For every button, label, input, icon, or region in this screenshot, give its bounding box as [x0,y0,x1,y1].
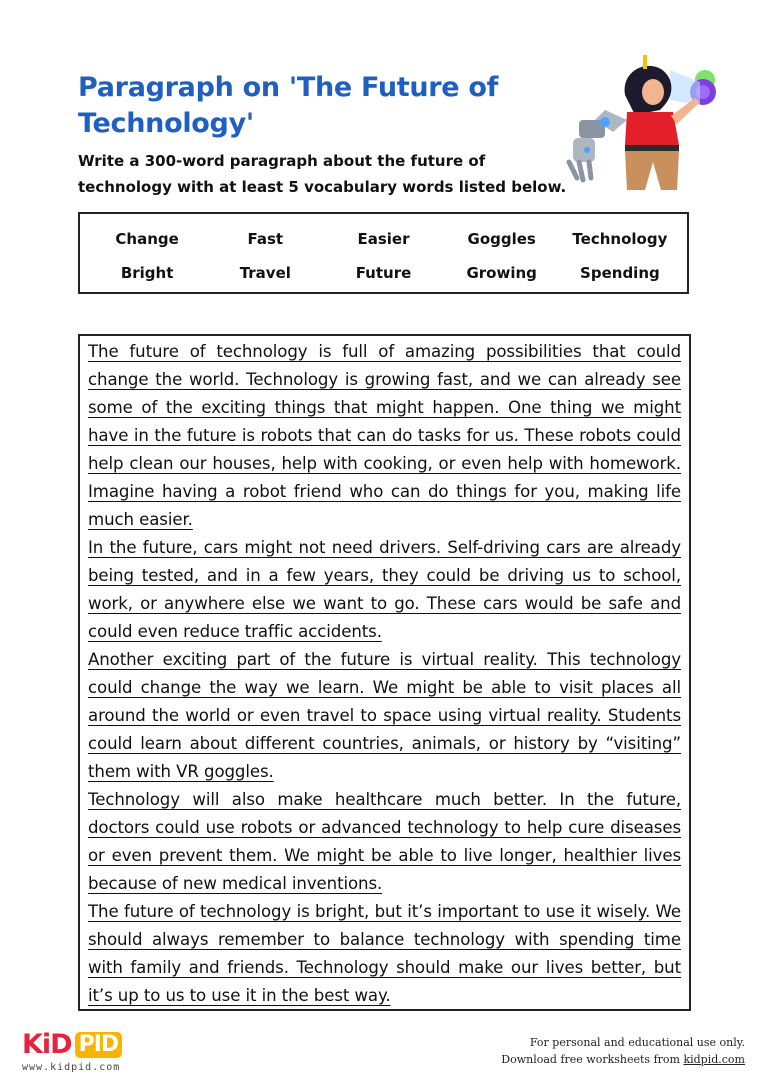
vocab-word: Travel [239,264,291,282]
logo-kid-text: KiD [22,1029,72,1060]
vocab-word: Easier [357,230,410,248]
page-title: Paragraph on 'The Future of Technology' [78,72,499,139]
vocabulary-box [78,212,689,294]
footer-notice [501,1034,745,1068]
paragraph-healthcare: Technology will also make healthcare much better. In the future, doctors could use robots or advanced technology to help cure diseases or even prevent them. We might be able to live longer, healthier lives because of new medical inventions. [88,790,681,893]
footer-download-line [501,1051,745,1068]
vocab-word: Goggles [467,230,536,248]
vocab-word: Growing [466,264,537,282]
paragraph-self-driving-cars: In the future, cars might not need drivers. Self-driving cars are already being tested, and in a few years, they could be driving us to school, work, or anywhere else we want to go. These cars would be safe and could even reduce traffic accidents. [88,538,681,641]
kidpid-logo [22,1030,122,1073]
footer-usage-line: For personal and educational use only. [529,1036,745,1049]
vocab-word: Technology [572,230,668,248]
instructions-text: Write a 300-word paragraph about the future of technology with at least 5 vocabulary words listed below. [78,152,567,196]
paragraph-virtual-reality: Another exciting part of the future is virtual reality. This technology could change the way we learn. We might be able to visit places all around the world or even travel to space using virtual reality. Students could learn about different countries, animals, or history by “visiting” them with VR goggles. [88,650,681,781]
paragraph-robots: The future of technology is full of amazing possibilities that could change the world. Technology is growing fast, and we can already see some of the exciting things that might happen. One thing we might have in the future is robots that can do tasks for us. These robots could help clean our houses, help with cooking, or even help with homework. Imagine having a robot friend who can do things for you, making life much easier. [88,342,681,529]
logo-pid-text: PID [75,1032,123,1058]
vocab-word: Future [355,264,412,282]
vocab-word: Fast [247,230,284,248]
girl-with-robot-arm-illustration [565,50,735,200]
vocabulary-grid [80,214,687,292]
vocab-word: Spending [580,264,660,282]
paragraph-box [78,334,691,1011]
vocab-word: Bright [120,264,174,282]
paragraph-conclusion: The future of technology is bright, but it’s important to use it wisely. We should always remember to balance technology with spending time with family and friends. Technology should make our lives better, but it’s up to us to use it in the best way. [88,902,681,1005]
vocab-word: Change [115,230,179,248]
logo-url: www.kidpid.com [22,1062,121,1073]
footer-kidpid-link[interactable]: kidpid.com [683,1053,745,1066]
kidpid-logo-mark [22,1030,122,1060]
footer-download-prefix: Download free worksheets from [501,1053,684,1066]
